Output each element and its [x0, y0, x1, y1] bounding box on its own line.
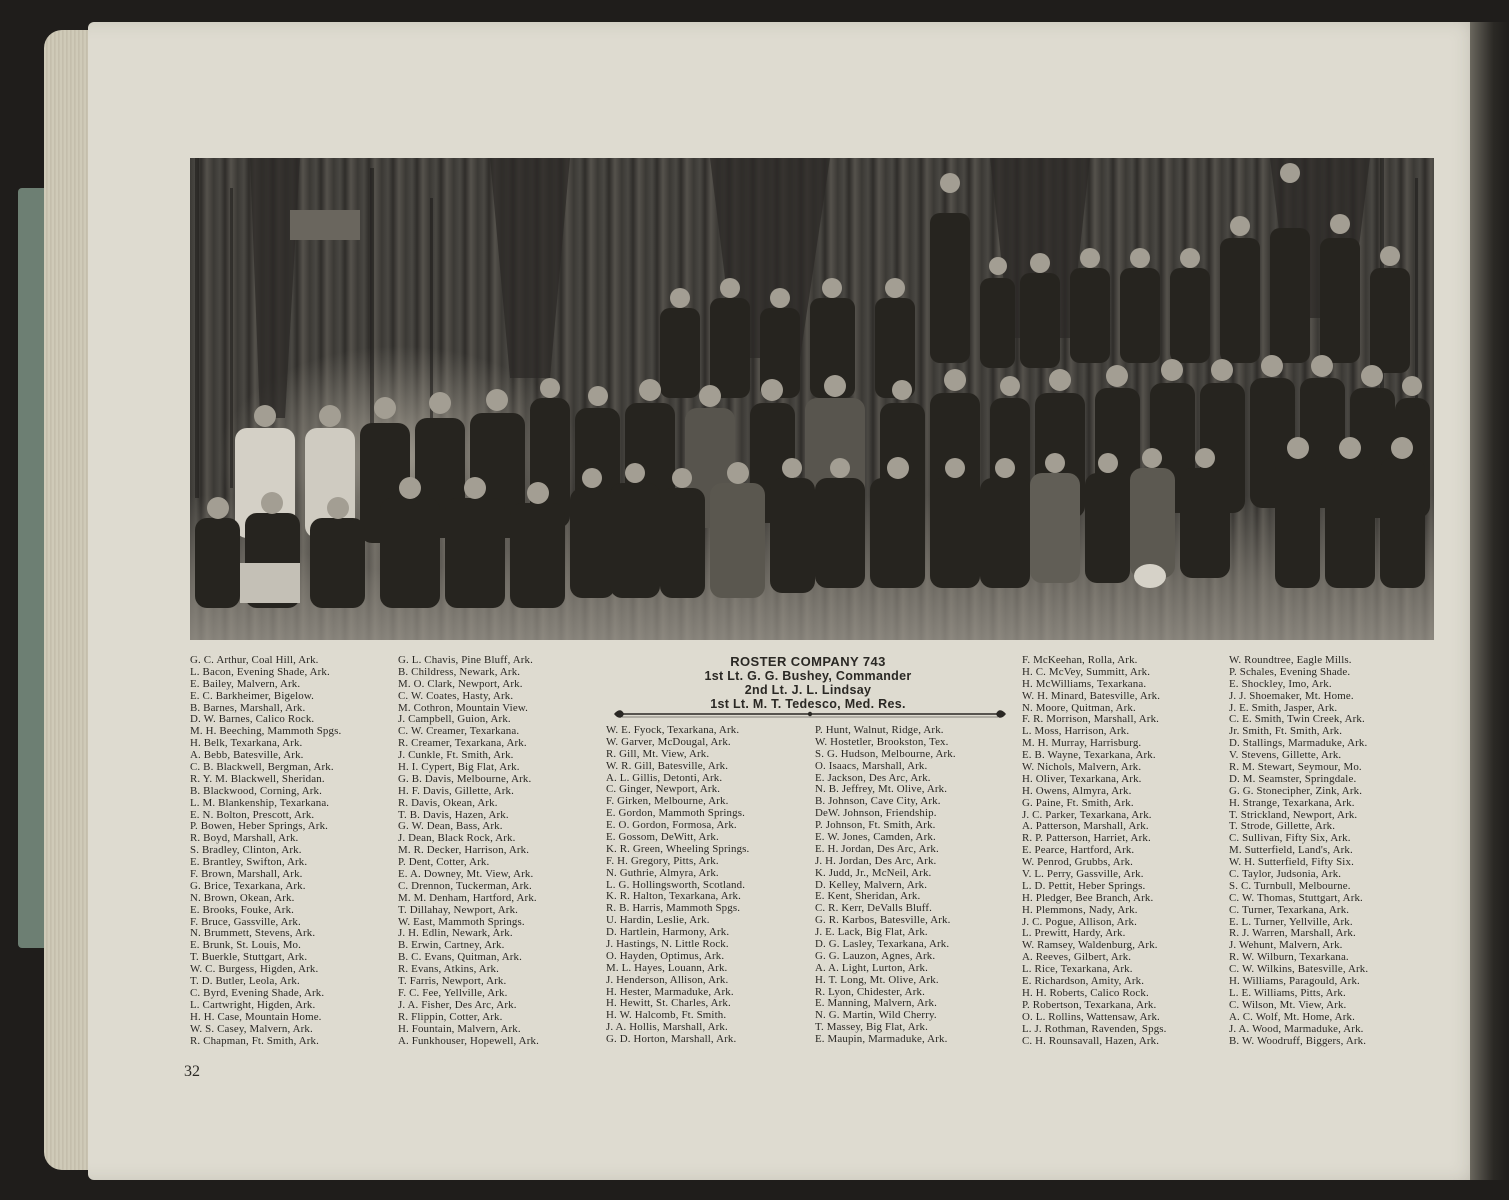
- roster-entry: L. Bacon, Evening Shade, Ark.: [190, 665, 330, 678]
- roster-entry: C. Turner, Texarkana, Ark.: [1229, 903, 1350, 916]
- roster-entry: G. G. Lauzon, Agnes, Ark.: [815, 949, 936, 962]
- roster-entry: G. C. Arthur, Coal Hill, Ark.: [190, 654, 319, 666]
- roster-entry: E. Brooks, Fouke, Ark.: [190, 903, 295, 916]
- officer-3: 1st Lt. M. T. Tedesco, Med. Res.: [710, 697, 906, 711]
- roster-entry: C. Sullivan, Fifty Six, Ark.: [1229, 832, 1351, 845]
- roster-entry: E. Gossom, DeWitt, Ark.: [606, 831, 719, 844]
- roster-entry: E. N. Bolton, Prescott, Ark.: [190, 808, 315, 821]
- roster-entry: R. J. Warren, Marshall, Ark.: [1229, 927, 1356, 940]
- roster-title: ROSTER COMPANY 743: [730, 654, 886, 669]
- roster-entry: C. Byrd, Evening Shade, Ark.: [190, 986, 325, 999]
- roster-entry: H. Plemmons, Nady, Ark.: [1022, 903, 1138, 916]
- roster-entry: E. L. Turner, Yellville, Ark.: [1229, 915, 1353, 928]
- roster-entry: R. Creamer, Texarkana, Ark.: [398, 737, 527, 750]
- roster-entry: E. Jackson, Des Arc, Ark.: [815, 771, 931, 784]
- roster-entry: L. Moss, Harrison, Ark.: [1022, 725, 1130, 738]
- roster-entry: E. Maupin, Marmaduke, Ark.: [815, 1033, 948, 1046]
- roster-entry: V. Stevens, Gillette, Ark.: [1229, 749, 1342, 762]
- roster-entry: F. R. Morrison, Marshall, Ark.: [1022, 713, 1160, 726]
- roster-entry: M. H. Beeching, Mammoth Spgs.: [190, 725, 342, 738]
- roster-entry: K. Judd, Jr., McNeil, Ark.: [815, 866, 932, 879]
- roster-entry: J. Wehunt, Malvern, Ark.: [1229, 939, 1343, 952]
- roster-entry: F. C. Fee, Yellville, Ark.: [398, 986, 508, 999]
- roster-column-4: [815, 725, 956, 1046]
- roster-entry: W. Penrod, Grubbs, Ark.: [1022, 856, 1134, 869]
- roster-entry: B. Childress, Newark, Ark.: [398, 665, 521, 678]
- roster-entry: J. H. Edlin, Newark, Ark.: [398, 927, 513, 940]
- roster-entry: N. G. Martin, Wild Cherry.: [815, 1009, 937, 1022]
- roster-entry: O. Hayden, Optimus, Ark.: [606, 949, 725, 962]
- roster-entry: F. Bruce, Gassville, Ark.: [190, 915, 301, 928]
- roster-entry: D. G. Lasley, Texarkana, Ark.: [815, 938, 950, 951]
- roster-entry: D. Hartlein, Harmony, Ark.: [606, 926, 730, 939]
- roster-entry: K. R. Halton, Texarkana, Ark.: [606, 890, 741, 903]
- roster-entry: L. Prewitt, Hardy, Ark.: [1022, 927, 1126, 940]
- roster-entry: P. Schales, Evening Shade.: [1229, 665, 1351, 678]
- roster-entry: G. B. Davis, Melbourne, Ark.: [398, 772, 532, 785]
- roster-entry: B. Blackwood, Corning, Ark.: [190, 784, 323, 797]
- roster-entry: E. A. Downey, Mt. View, Ark.: [398, 868, 534, 881]
- page-gutter-shadow: [1470, 22, 1509, 1180]
- roster-entry: H. H. Roberts, Calico Rock.: [1022, 986, 1149, 999]
- roster-entry: S. G. Hudson, Melbourne, Ark.: [815, 747, 956, 760]
- roster-entry: A. C. Wolf, Mt. Home, Ark.: [1229, 1010, 1355, 1023]
- hat: [1134, 564, 1166, 588]
- roster-entry: S. C. Turnbull, Melbourne.: [1229, 879, 1351, 892]
- roster-entry: R. Lyon, Chidester, Ark.: [815, 985, 925, 998]
- roster-entry: H. McWilliams, Texarkana.: [1022, 677, 1147, 690]
- roster-entry: M. M. Denham, Hartford, Ark.: [398, 891, 537, 904]
- roster-entry: G. L. Chavis, Pine Bluff, Ark.: [398, 654, 533, 666]
- roster-entry: C. W. Wilkins, Batesville, Ark.: [1229, 963, 1369, 976]
- roster-entry: D. Kelley, Malvern, Ark.: [815, 878, 928, 891]
- roster-entry: A. Bebb, Batesville, Ark.: [190, 749, 304, 762]
- roster-entry: V. L. Perry, Gassville, Ark.: [1022, 868, 1144, 881]
- roster-entry: E. C. Barkheimer, Bigelow.: [190, 689, 315, 702]
- roster-entry: H. Pledger, Bee Branch, Ark.: [1022, 891, 1154, 904]
- roster-entry: J. A. Fisher, Des Arc, Ark.: [398, 998, 517, 1011]
- roster-entry: A. L. Gillis, Detonti, Ark.: [606, 771, 723, 784]
- roster-entry: W. R. Gill, Batesville, Ark.: [606, 759, 729, 772]
- roster-entry: J. Henderson, Allison, Ark.: [606, 973, 729, 986]
- roster-entry: C. E. Smith, Twin Creek, Ark.: [1229, 713, 1365, 726]
- roster-entry: W. Garver, McDougal, Ark.: [606, 735, 731, 748]
- roster-entry: H. Hester, Marmaduke, Ark.: [606, 985, 734, 998]
- roster-entry: P. Johnson, Ft. Smith, Ark.: [815, 819, 936, 832]
- roster-entry: W. Ramsey, Waldenburg, Ark.: [1022, 939, 1158, 952]
- page-number: 32: [184, 1063, 200, 1080]
- roster-entry: P. Robertson, Texarkana, Ark.: [1022, 998, 1157, 1011]
- roster-entry: W. Hostetler, Brookston, Tex.: [815, 735, 949, 748]
- roster-entry: T. B. Davis, Hazen, Ark.: [398, 808, 509, 821]
- roster-entry: J. A. Hollis, Marshall, Ark.: [606, 1021, 728, 1034]
- roster-entry: R. B. Harris, Mammoth Spgs.: [606, 902, 741, 915]
- roster-entry: DeW. Johnson, Friendship.: [815, 807, 937, 820]
- roster-entry: N. Brown, Okean, Ark.: [190, 891, 295, 904]
- roster-entry: D. Stallings, Marmaduke, Ark.: [1229, 737, 1368, 750]
- roster-entry: H. T. Long, Mt. Olive, Ark.: [815, 973, 939, 986]
- roster-column-5: [1022, 655, 1167, 1047]
- roster-entry: C. Drennon, Tuckerman, Ark.: [398, 879, 532, 892]
- roster-entry: G. R. Karbos, Batesville, Ark.: [815, 914, 951, 927]
- roster-entry: E. Gordon, Mammoth Springs.: [606, 807, 745, 820]
- roster-entry: H. F. Davis, Gillette, Ark.: [398, 784, 515, 797]
- roster-entry: N. Moore, Quitman, Ark.: [1022, 701, 1136, 714]
- roster-entry: R. Gill, Mt. View, Ark.: [606, 747, 710, 760]
- roster-entry: C. B. Blackwell, Bergman, Ark.: [190, 761, 334, 774]
- roster-entry: R. Y. M. Blackwell, Sheridan.: [190, 772, 325, 785]
- photo-figures: [190, 158, 1434, 640]
- roster-entry: W. H. Sutterfield, Fifty Six.: [1229, 856, 1354, 869]
- roster-entry: E. Bailey, Malvern, Ark.: [190, 677, 301, 690]
- roster-entry: B. W. Woodruff, Biggers, Ark.: [1229, 1034, 1367, 1047]
- roster-entry: H. W. Halcomb, Ft. Smith.: [606, 1009, 727, 1022]
- roster-entry: T. Buerkle, Stuttgart, Ark.: [190, 951, 308, 964]
- roster-entry: Jr. Smith, Ft. Smith, Ark.: [1229, 725, 1343, 738]
- roster-entry: G. Paine, Ft. Smith, Ark.: [1022, 796, 1134, 809]
- roster-entry: G. Brice, Texarkana, Ark.: [190, 879, 306, 892]
- roster-entry: H. I. Cypert, Big Flat, Ark.: [398, 761, 520, 774]
- roster-entry: F. Girken, Melbourne, Ark.: [606, 795, 729, 808]
- roster-entry: T. Strode, Gillette, Ark.: [1229, 820, 1336, 833]
- roster-entry: H. Williams, Paragould, Ark.: [1229, 975, 1360, 988]
- roster-entry: A. Patterson, Marshall, Ark.: [1022, 820, 1149, 833]
- roster-entry: P. Bowen, Heber Springs, Ark.: [190, 820, 329, 833]
- roster-entry: P. Hunt, Walnut, Ridge, Ark.: [815, 724, 944, 736]
- roster-entry: C. Taylor, Judsonia, Ark.: [1229, 868, 1342, 881]
- roster-entry: S. Bradley, Clinton, Ark.: [190, 844, 302, 857]
- roster-entry: R. W. Wilburn, Texarkana.: [1229, 951, 1349, 964]
- roster-entry: W. C. Burgess, Higden, Ark.: [190, 963, 319, 976]
- roster-entry: J. J. Shoemaker, Mt. Home.: [1229, 689, 1354, 702]
- roster-entry: C. W. Thomas, Stuttgart, Ark.: [1229, 891, 1363, 904]
- roster-entry: C. Ginger, Newport, Ark.: [606, 783, 721, 796]
- roster-entry: W. E. Fyock, Texarkana, Ark.: [606, 724, 740, 736]
- roster-entry: P. Dent, Cotter, Ark.: [398, 856, 490, 869]
- roster-entry: J. A. Wood, Marmaduke, Ark.: [1229, 1022, 1364, 1035]
- roster-entry: J. E. Smith, Jasper, Ark.: [1229, 701, 1338, 714]
- roster-entry: L. G. Hollingsworth, Scotland.: [606, 878, 746, 891]
- roster-entry: R. Chapman, Ft. Smith, Ark.: [190, 1034, 319, 1047]
- roster-entry: R. Boyd, Marshall, Ark.: [190, 832, 299, 845]
- roster-entry: H. Belk, Texarkana, Ark.: [190, 737, 303, 750]
- roster-entry: B. Johnson, Cave City, Ark.: [815, 795, 941, 808]
- roster-entry: D. M. Seamster, Springdale.: [1229, 772, 1357, 785]
- roster-entry: J. Cunkle, Ft. Smith, Ark.: [398, 749, 514, 762]
- roster-entry: U. Hardin, Leslie, Ark.: [606, 914, 710, 927]
- roster-entry: C. W. Creamer, Texarkana.: [398, 725, 520, 738]
- roster-entry: M. R. Decker, Harrison, Ark.: [398, 844, 530, 857]
- roster-column-2: [398, 655, 539, 1047]
- roster-entry: W. Nichols, Malvern, Ark.: [1022, 761, 1142, 774]
- roster-entry: J. Dean, Black Rock, Ark.: [398, 832, 516, 845]
- roster-entry: W. S. Casey, Malvern, Ark.: [190, 1022, 313, 1035]
- roster-entry: J. C. Pogue, Allison, Ark.: [1022, 915, 1137, 928]
- roster-entry: E. Manning, Malvern, Ark.: [815, 997, 938, 1010]
- group-photograph: [190, 158, 1434, 640]
- roster-entry: T. D. Butler, Leola, Ark.: [190, 975, 300, 988]
- roster-entry: H. H. Case, Mountain Home.: [190, 1010, 322, 1023]
- roster-entry: M. O. Clark, Newport, Ark.: [398, 677, 523, 690]
- roster-entry: G. D. Horton, Marshall, Ark.: [606, 1033, 737, 1046]
- roster-entry: M. L. Hayes, Louann, Ark.: [606, 961, 728, 974]
- officer-1: 1st Lt. G. G. Bushey, Commander: [704, 669, 912, 683]
- roster-entry: E. B. Wayne, Texarkana, Ark.: [1022, 749, 1156, 762]
- roster-entry: O. Isaacs, Marshall, Ark.: [815, 759, 928, 772]
- roster-entry: J. Campbell, Guion, Ark.: [398, 713, 511, 726]
- roster-entry: J. Hastings, N. Little Rock.: [606, 938, 729, 951]
- roster-entry: E. O. Gordon, Formosa, Ark.: [606, 819, 737, 832]
- roster-entry: L. J. Rothman, Ravenden, Spgs.: [1022, 1022, 1167, 1035]
- roster-entry: L. Rice, Texarkana, Ark.: [1022, 963, 1133, 976]
- roster-entry: W. Roundtree, Eagle Mills.: [1229, 654, 1352, 666]
- roster-entry: D. W. Barnes, Calico Rock.: [190, 713, 315, 726]
- roster-entry: J. H. Jordan, Des Arc, Ark.: [815, 854, 937, 867]
- roster-entry: M. Sutterfield, Land's, Ark.: [1229, 844, 1353, 857]
- roster-entry: H. C. McVey, Summitt, Ark.: [1022, 665, 1151, 678]
- roster-entry: B. Barnes, Marshall, Ark.: [190, 701, 306, 714]
- roster-entry: L. M. Blankenship, Texarkana.: [190, 796, 330, 809]
- roster-entry: E. Kent, Sheridan, Ark.: [815, 890, 921, 903]
- roster-entry: F. McKeehan, Rolla, Ark.: [1022, 654, 1138, 666]
- newspaper: [240, 563, 300, 603]
- cabin: [290, 210, 360, 240]
- roster-entry: B. C. Evans, Quitman, Ark.: [398, 951, 522, 964]
- roster-entry: L. E. Williams, Pitts, Ark.: [1229, 986, 1346, 999]
- roster-entry: J. C. Parker, Texarkana, Ark.: [1022, 808, 1152, 821]
- roster-heading: [606, 654, 1010, 711]
- roster-entry: O. L. Rollins, Wattensaw, Ark.: [1022, 1010, 1160, 1023]
- roster-entry: G. G. Stonecipher, Zink, Ark.: [1229, 784, 1363, 797]
- roster-entry: N. B. Jeffrey, Mt. Olive, Ark.: [815, 783, 948, 796]
- roster-entry: C. H. Rounsavall, Hazen, Ark.: [1022, 1034, 1160, 1047]
- roster-entry: F. H. Gregory, Pitts, Ark.: [606, 854, 719, 867]
- roster-entry: E. Richardson, Amity, Ark.: [1022, 975, 1145, 988]
- roster-entry: R. P. Patterson, Harriet, Ark.: [1022, 832, 1151, 845]
- roster-entry: E. Pearce, Hartford, Ark.: [1022, 844, 1135, 857]
- roster-entry: T. Dillahay, Newport, Ark.: [398, 903, 519, 916]
- roster-entry: N. Guthrie, Almyra, Ark.: [606, 866, 719, 879]
- roster-entry: B. Erwin, Cartney, Ark.: [398, 939, 505, 952]
- roster-column-6: [1229, 655, 1368, 1047]
- roster-entry: A. Reeves, Gilbert, Ark.: [1022, 951, 1132, 964]
- roster-entry: F. Brown, Marshall, Ark.: [190, 868, 303, 881]
- roster-entry: E. Shockley, Imo, Ark.: [1229, 677, 1332, 690]
- roster-entry: E. Brunk, St. Louis, Mo.: [190, 939, 302, 952]
- roster-entry: R. Flippin, Cotter, Ark.: [398, 1010, 503, 1023]
- roster-entry: R. Evans, Atkins, Ark.: [398, 963, 500, 976]
- roster-entry: N. Brummett, Stevens, Ark.: [190, 927, 316, 940]
- decorative-rule: [614, 709, 1006, 719]
- officer-2: 2nd Lt. J. L. Lindsay: [744, 683, 872, 697]
- roster-entry: T. Strickland, Newport, Ark.: [1229, 808, 1358, 821]
- roster-entry: J. E. Lack, Big Flat, Ark.: [815, 926, 928, 939]
- roster-entry: L. Cartwright, Higden, Ark.: [190, 998, 316, 1011]
- roster-entry: L. D. Pettit, Heber Springs.: [1022, 879, 1146, 892]
- roster-entry: E. W. Jones, Camden, Ark.: [815, 831, 936, 844]
- roster-entry: H. Oliver, Texarkana, Ark.: [1022, 772, 1142, 785]
- roster-entry: H. Strange, Texarkana, Ark.: [1229, 796, 1355, 809]
- roster-entry: T. Massey, Big Flat, Ark.: [815, 1021, 928, 1034]
- roster-entry: C. Wilson, Mt. View, Ark.: [1229, 998, 1347, 1011]
- roster-entry: H. Fountain, Malvern, Ark.: [398, 1022, 521, 1035]
- roster-entry: H. Owens, Almyra, Ark.: [1022, 784, 1132, 797]
- roster-entry: T. Farris, Newport, Ark.: [398, 975, 507, 988]
- roster-entry: E. H. Jordan, Des Arc, Ark.: [815, 842, 939, 855]
- roster-entry: W. East, Mammoth Springs.: [398, 915, 525, 928]
- roster-entry: M. H. Murray, Harrisburg.: [1022, 737, 1142, 750]
- roster-entry: A. Funkhouser, Hopewell, Ark.: [398, 1034, 539, 1047]
- roster-entry: C. R. Kerr, DeValls Bluff.: [815, 902, 932, 915]
- roster-entry: K. R. Green, Wheeling Springs.: [606, 842, 750, 855]
- roster-column-3: [606, 725, 749, 1046]
- roster-entry: E. Brantley, Swifton, Ark.: [190, 856, 308, 869]
- roster-entry: A. A. Light, Lurton, Ark.: [815, 961, 928, 974]
- roster-entry: R. Davis, Okean, Ark.: [398, 796, 498, 809]
- roster-entry: W. H. Minard, Batesville, Ark.: [1022, 689, 1161, 702]
- roster-column-1: [190, 655, 341, 1047]
- roster-entry: M. Cothron, Mountain View.: [398, 701, 528, 714]
- roster-entry: C. W. Coates, Hasty, Ark.: [398, 689, 514, 702]
- roster-entry: R. M. Stewart, Seymour, Mo.: [1229, 761, 1362, 774]
- roster-entry: H. Hewitt, St. Charles, Ark.: [606, 997, 731, 1010]
- roster-entry: G. W. Dean, Bass, Ark.: [398, 820, 503, 833]
